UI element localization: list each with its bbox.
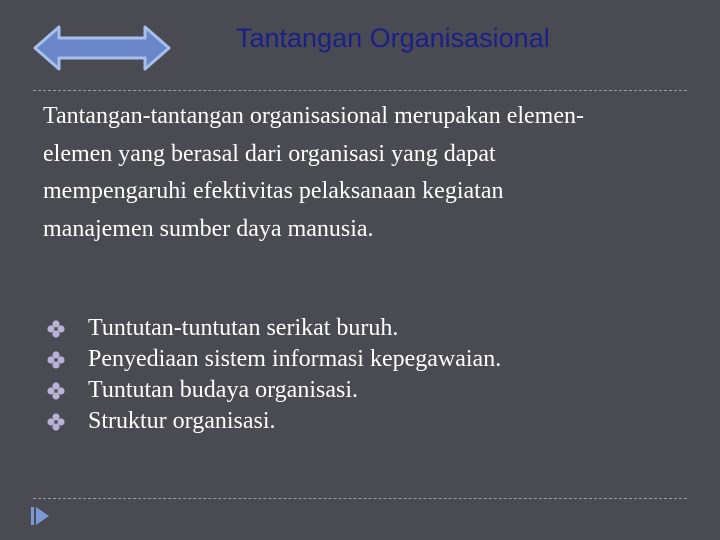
top-divider bbox=[33, 90, 687, 91]
bullet-text: Tuntutan budaya organisasi. bbox=[88, 377, 358, 403]
bullet-item bbox=[47, 406, 501, 437]
double-arrow-icon[interactable] bbox=[33, 24, 171, 72]
diamond-bullet-icon bbox=[47, 320, 65, 338]
bullet-item bbox=[47, 375, 501, 406]
diamond-bullet-icon bbox=[47, 351, 65, 369]
diamond-bullet-icon bbox=[47, 413, 65, 431]
bullet-text: Penyediaan sistem informasi kepegawaian. bbox=[88, 346, 502, 372]
intro-paragraph: Tantangan-tantangan organisasional merupakan elemen-elemen yang berasal dari organisasi yang dapat mempengaruhi efektivitas pelaksanaan kegiatan manajemen sumber daya manusia. bbox=[43, 103, 584, 242]
bullet-item bbox=[47, 313, 501, 344]
bullet-item bbox=[47, 344, 501, 375]
play-icon[interactable] bbox=[30, 505, 50, 527]
bullet-text: Tuntutan-tuntutan serikat buruh. bbox=[88, 315, 399, 341]
slide-title: Tantangan Organisasional bbox=[236, 23, 550, 53]
bullet-list bbox=[47, 313, 501, 437]
diamond-bullet-icon bbox=[47, 382, 65, 400]
bullet-text: Struktur organisasi. bbox=[88, 408, 276, 434]
bottom-divider bbox=[33, 498, 687, 499]
